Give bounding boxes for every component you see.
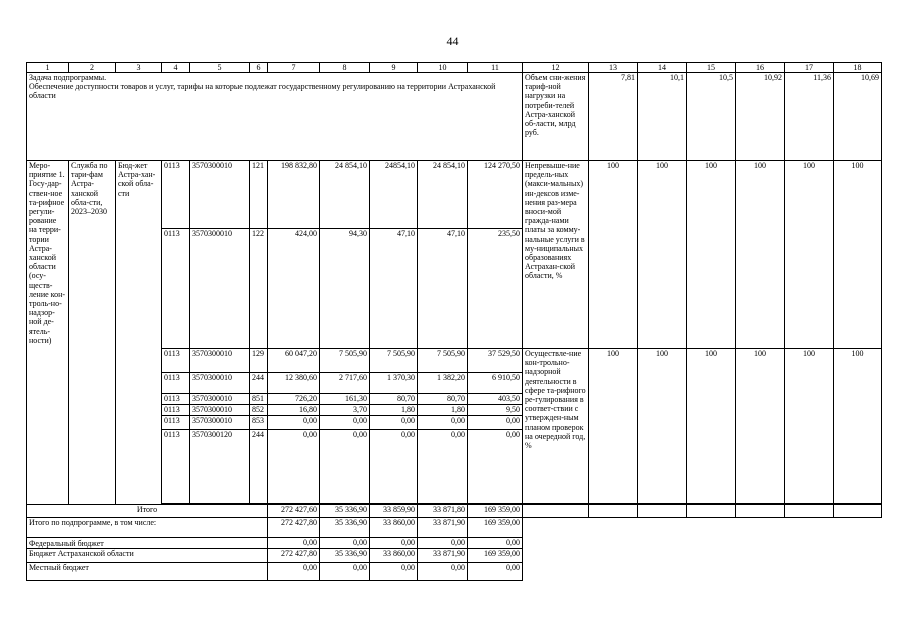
task-value: 10,5 — [687, 73, 736, 161]
summary-c9: 0,00 — [370, 563, 418, 581]
cell-c11: 0,00 — [468, 430, 523, 504]
cell-c8: 3,70 — [320, 405, 370, 416]
col-header: 14 — [638, 63, 687, 73]
col-header: 12 — [523, 63, 589, 73]
empty-cell — [523, 538, 882, 549]
col-header: 11 — [468, 63, 523, 73]
page-number: 44 — [446, 34, 459, 48]
cell-c11: 235,50 — [468, 229, 523, 349]
col-header: 18 — [834, 63, 882, 73]
cell-c5: 3570300010 — [190, 405, 250, 416]
total-c7: 272 427,60 — [268, 505, 320, 518]
empty-cell — [523, 505, 589, 518]
summary-c11: 169 359,00 — [468, 518, 523, 538]
summary-c10: 33 871,90 — [418, 518, 468, 538]
total-label: Итого — [27, 505, 268, 518]
cell-c5: 3570300120 — [190, 430, 250, 504]
total-c8: 35 336,90 — [320, 505, 370, 518]
cell-c9: 1,80 — [370, 405, 418, 416]
summary-row — [27, 549, 882, 563]
cell-c7: 0,00 — [268, 430, 320, 504]
col-header: 7 — [268, 63, 320, 73]
summary-label: Федеральный бюджет — [27, 538, 268, 549]
cell-c7: 0,00 — [268, 416, 320, 430]
task-value: 10,69 — [834, 73, 882, 161]
cell-c10: 80,70 — [418, 394, 468, 405]
summary-label: Бюджет Астраханской области — [27, 549, 268, 563]
indicator-2-value: 100 — [785, 349, 834, 504]
cell-c9: 24854,10 — [370, 161, 418, 229]
col-header: 13 — [589, 63, 638, 73]
cell-c4: 0113 — [162, 416, 190, 430]
total-row — [27, 505, 882, 518]
cell-c10: 7 505,90 — [418, 349, 468, 373]
summary-label: Местный бюджет — [27, 563, 268, 581]
measure-executor: Служба по тари-фам Астра-ханской обла-сти, 2023–2030 — [69, 161, 116, 505]
cell-c10: 1 382,20 — [418, 373, 468, 394]
empty-cell — [638, 505, 687, 518]
cell-c5: 3570300010 — [190, 394, 250, 405]
summary-c11: 169 359,00 — [468, 549, 523, 563]
empty-cell — [687, 505, 736, 518]
cell-c6: 852 — [250, 405, 268, 416]
summary-c7: 272 427,80 — [268, 518, 320, 538]
cell-c6: 244 — [250, 430, 268, 504]
summary-row — [27, 518, 882, 538]
cell-c7: 424,00 — [268, 229, 320, 349]
summary-row — [27, 538, 882, 549]
indicator-1: Непревыше-ние предель-ных (макси-мальных) ин-дексов изме-нения раз-мера вноси-мой гражда-нами платы за комму-нальные услуги в му-ниципальных образованиях Астрахан-ской области, % — [523, 161, 589, 349]
summary-c11: 0,00 — [468, 563, 523, 581]
indicator-2-value: 100 — [638, 349, 687, 504]
cell-c11: 403,50 — [468, 394, 523, 405]
cell-c4: 0113 — [162, 349, 190, 373]
cell-c6: 121 — [250, 161, 268, 229]
cell-c8: 0,00 — [320, 416, 370, 430]
cell-c7: 12 380,60 — [268, 373, 320, 394]
measure-name: Меро-приятие 1. Госу-дар-ствен-ное та-рифное регули-рование на терри-тории Астра-ханской области (осу-ществ-ление кон-троль-но-надзор-ной де-ятель-ности) — [27, 161, 69, 505]
header-row — [27, 63, 882, 73]
summary-c8: 35 336,90 — [320, 518, 370, 538]
task-value: 11,36 — [785, 73, 834, 161]
col-header: 4 — [162, 63, 190, 73]
task-row — [27, 73, 882, 161]
summary-c7: 0,00 — [268, 563, 320, 581]
cell-c5: 3570300010 — [190, 416, 250, 430]
cell-c6: 129 — [250, 349, 268, 373]
col-header: 6 — [250, 63, 268, 73]
indicator-2-value: 100 — [589, 349, 638, 504]
task-value: 10,92 — [736, 73, 785, 161]
task-value: 10,1 — [638, 73, 687, 161]
empty-cell — [523, 563, 882, 581]
indicator-2-value: 100 — [687, 349, 736, 504]
col-header: 17 — [785, 63, 834, 73]
empty-cell — [523, 549, 882, 563]
cell-c9: 0,00 — [370, 416, 418, 430]
col-header: 15 — [687, 63, 736, 73]
cell-c5: 3570300010 — [190, 349, 250, 373]
measure-source: Бюд-жет Астра-хан-ской обла-сти — [116, 161, 162, 505]
col-header: 5 — [190, 63, 250, 73]
empty-cell — [589, 505, 638, 518]
cell-c5: 3570300010 — [190, 161, 250, 229]
cell-c10: 47,10 — [418, 229, 468, 349]
cell-c10: 0,00 — [418, 430, 468, 504]
summary-c8: 35 336,90 — [320, 549, 370, 563]
summary-c9: 33 860,00 — [370, 518, 418, 538]
cell-c6: 122 — [250, 229, 268, 349]
summary-label: Итого по подпрограмме, в том числе: — [27, 518, 268, 538]
cell-c8: 24 854,10 — [320, 161, 370, 229]
cell-c11: 0,00 — [468, 416, 523, 430]
indicator-1-value: 100 — [687, 161, 736, 349]
cell-c4: 0113 — [162, 229, 190, 349]
summary-c10: 33 871,90 — [418, 549, 468, 563]
cell-c4: 0113 — [162, 373, 190, 394]
cell-c9: 0,00 — [370, 430, 418, 504]
total-c9: 33 859,90 — [370, 505, 418, 518]
task-text: Задача подпрограммы. Обеспечение доступности товаров и услуг, тарифы на которые подлежат государственному регулированию на территории Астраханской области — [27, 73, 523, 161]
indicator-1-value: 100 — [638, 161, 687, 349]
cell-c8: 0,00 — [320, 430, 370, 504]
cell-c7: 60 047,20 — [268, 349, 320, 373]
summary-c8: 0,00 — [320, 563, 370, 581]
cell-c4: 0113 — [162, 394, 190, 405]
cell-c8: 7 505,90 — [320, 349, 370, 373]
cell-c9: 80,70 — [370, 394, 418, 405]
col-header: 16 — [736, 63, 785, 73]
summary-c10: 0,00 — [418, 538, 468, 549]
cell-c6: 851 — [250, 394, 268, 405]
empty-cell — [834, 505, 882, 518]
summary-c11: 0,00 — [468, 538, 523, 549]
indicator-1-value: 100 — [589, 161, 638, 349]
summary-row — [27, 563, 882, 581]
cell-c10: 24 854,10 — [418, 161, 468, 229]
task-indicator: Объем сни-жения тариф-ной нагрузки на потреби-телей Астра-ханской об-ласти, млрд руб. — [523, 73, 589, 161]
cell-c9: 1 370,30 — [370, 373, 418, 394]
cell-c11: 124 270,50 — [468, 161, 523, 229]
empty-cell — [523, 518, 882, 538]
cell-c4: 0113 — [162, 430, 190, 504]
summary-c7: 272 427,80 — [268, 549, 320, 563]
cell-c8: 161,30 — [320, 394, 370, 405]
cell-c7: 726,20 — [268, 394, 320, 405]
indicator-1-value: 100 — [736, 161, 785, 349]
indicator-1-value: 100 — [834, 161, 882, 349]
indicator-2-value: 100 — [834, 349, 882, 504]
empty-cell — [785, 505, 834, 518]
cell-c11: 37 529,50 — [468, 349, 523, 373]
summary-c9: 0,00 — [370, 538, 418, 549]
cell-c8: 94,30 — [320, 229, 370, 349]
cell-c7: 16,80 — [268, 405, 320, 416]
cell-c4: 0113 — [162, 161, 190, 229]
total-c10: 33 871,80 — [418, 505, 468, 518]
indicator-2: Осуществле-ние кон-трольно-надзорной деятельности в сфере та-рифного ре-гулирования в соответ-ствии с утвержден-ным планом проверок на очередной год, % — [523, 349, 589, 504]
empty-cell — [736, 505, 785, 518]
summary-c7: 0,00 — [268, 538, 320, 549]
col-header: 10 — [418, 63, 468, 73]
cell-c10: 1,80 — [418, 405, 468, 416]
indicator-1-value: 100 — [785, 161, 834, 349]
cell-c6: 244 — [250, 373, 268, 394]
col-header: 9 — [370, 63, 418, 73]
cell-c5: 3570300010 — [190, 373, 250, 394]
cell-c10: 0,00 — [418, 416, 468, 430]
cell-c5: 3570300010 — [190, 229, 250, 349]
measure-row — [27, 161, 882, 229]
cell-c7: 198 832,80 — [268, 161, 320, 229]
col-header: 3 — [116, 63, 162, 73]
budget-table — [26, 62, 882, 581]
cell-c8: 2 717,60 — [320, 373, 370, 394]
task-value: 7,81 — [589, 73, 638, 161]
cell-c11: 9,50 — [468, 405, 523, 416]
cell-c9: 47,10 — [370, 229, 418, 349]
summary-c8: 0,00 — [320, 538, 370, 549]
total-c11: 169 359,00 — [468, 505, 523, 518]
summary-c9: 33 860,00 — [370, 549, 418, 563]
cell-c4: 0113 — [162, 405, 190, 416]
col-header: 8 — [320, 63, 370, 73]
cell-c6: 853 — [250, 416, 268, 430]
cell-c9: 7 505,90 — [370, 349, 418, 373]
indicator-2-value: 100 — [736, 349, 785, 504]
col-header: 1 — [27, 63, 69, 73]
summary-c10: 0,00 — [418, 563, 468, 581]
col-header: 2 — [69, 63, 116, 73]
cell-c11: 6 910,50 — [468, 373, 523, 394]
